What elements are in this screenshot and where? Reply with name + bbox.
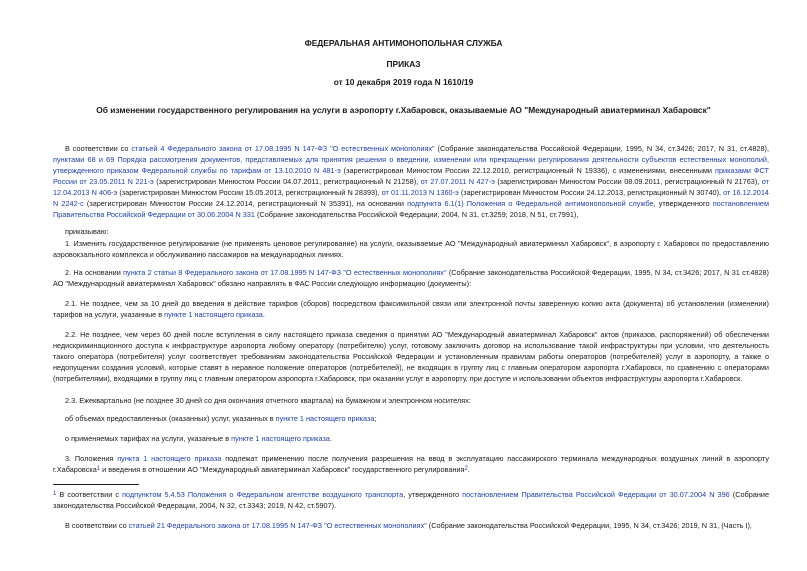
document-title: Об изменении государственного регулирования на услуги в аэропорту г.Хабаровск, оказываемые АО "Международный авиатерминал Хабаровск"	[96, 105, 711, 115]
link-order-427e[interactable]: от 27.07.2011 N 427-э	[420, 177, 495, 186]
item-3-paragraph	[53, 453, 769, 475]
preamble-text: (зарегистрирован Минюстом России 15.05.2013, регистрационный N 28393),	[117, 188, 382, 197]
item-3-text: .	[467, 465, 470, 474]
sub-a-text: об объемах предоставленных (оказанных) услуг, указанных в	[65, 414, 276, 423]
link-fas-regulation[interactable]: подпункта 6.1(1) Положения о Федеральной антимонопольной службе	[407, 199, 654, 208]
preamble-text: , утвержденного	[653, 199, 713, 208]
item-2-paragraph	[53, 267, 769, 289]
link-order-406e[interactable]: от 12.04.2013 N 406-э	[53, 177, 770, 197]
item-1-paragraph: 1. Изменить государственное регулирование (не применять ценовое регулирование) на услуги, оказываемые АО "Международный авиатерминал Хабаровск", в аэропорту г. Хабаровск по предоставлению аэровокзального комплекса и обслуживанию пассажиров на международных линиях.	[53, 239, 769, 259]
preamble-text: В соответствии со	[65, 144, 132, 153]
footnote-text: В соответствии со	[65, 521, 129, 530]
link-regulation-5-4-53[interactable]: подпунктом 5.4.53 Положения о Федеральном агентстве воздушного транспорта	[122, 490, 404, 499]
footnote-divider	[53, 484, 139, 485]
item-3-text: 3. Положения	[65, 454, 118, 463]
preamble-text: (Собрание законодательства Российской Федерации, 2004, N 31, ст.3259; 2018, N 51, ст.7991),	[254, 210, 579, 219]
footnote-ref-1[interactable]: 1	[96, 466, 101, 472]
link-law-147-art4[interactable]: статьей 4 Федерального закона от 17.08.1995 N 147-ФЗ "О естественных монополиях"	[131, 144, 435, 153]
link-order-2242c[interactable]: от 16.12.2014 N 2242-с	[53, 188, 769, 208]
doc-type-heading: ПРИКАЗ	[386, 59, 421, 69]
link-order-221e[interactable]: приказами ФСТ России от 23.05.2011 N 221-э	[53, 166, 769, 186]
order-word: приказываю:	[65, 227, 109, 236]
footnote-text: В соответствии с	[56, 490, 123, 499]
preamble-text: (зарегистрирован Минюстом России 24.12.2013, регистрационный N 30740),	[458, 188, 724, 197]
item-2-text: (Собрание законодательства Российской Федерации, 1995, N 34, ст.3426; 2017, N 31 ст.4828) АО "Международный авиатерминал Хабаровск" обязано направлять в ФАС России следующую информацию (документы):	[53, 268, 769, 288]
link-order-481e[interactable]: пунктами 68 и 69 Порядка рассмотрения документов, представляемых для принятия решения о введении, изменении или прекращении регулирования деятельности субъектов естественных монополий, утвержденного приказом Федеральной службы по тарифам от 13.10.2010 N 481-э	[53, 155, 769, 175]
item-2-1-text: 2.1. Не позднее, чем за 10 дней до введения в действие тарифов (сборов) посредством факсимильной связи или электронной почты заверенную копию акта (документа) об установлении (изменении) тарифов на услуги, указанные в	[53, 299, 769, 319]
item-2-2-paragraph: 2.2. Не позднее, чем через 60 дней после вступления в силу настоящего приказа сведения о принятии АО "Международный авиатерминал Хабаровск" актов (приказов, распоряжений) об обеспечении недискриминационного доступа к инфраструктуре аэропорта любому оператору (потребителю) услуг, готовому заключить договор на использование такой инфраструктуры при условии, что деятельность такого оператора (потребителя) услуг соответствует требованиям законодательства Российской Федерации и установленным правилам работы операторов (потребителей) услуг в аэропорту, а также о недопущении создания условий, которые ставят в неравное положение операторов (потребителей), не входящих в группу лиц с главным оператором аэропорта г.Хабаровск, по сравнению с операторами (потребителями), входящими в группу лиц с главным оператором аэропорта г.Хабаровск, при оказании услуг в аэропорту, при доступе и использовании объектов инфраструктуры аэропорта г.Хабаровск.	[53, 330, 769, 383]
link-decree-331[interactable]: постановлением Правительства Российской Федерации от 30.06.2004 N 331	[53, 199, 769, 219]
link-order-1360e[interactable]: от 01.11.2013 N 1360-э	[381, 188, 459, 197]
footnote-text: (Собрание законодательства Российской Федерации, 1995, N 34, ст.3426; 2019, N 31, (Часть I),	[426, 521, 752, 530]
preamble-text: (зарегистрирован Минюстом России 24.12.2014, регистрационный N 35391), на основании	[83, 199, 408, 208]
footnote-mark-1: 1	[53, 491, 57, 497]
sub-b-text: .	[329, 434, 332, 443]
preamble-text: (зарегистрирован Минюстом России 04.07.2011, регистрационный N 21258),	[153, 177, 421, 186]
doc-date-heading: от 10 декабря 2019 года N 1610/19	[333, 77, 474, 87]
link-item-1[interactable]: пункте 1 настоящего приказа	[231, 434, 330, 443]
sub-a-text: ;	[374, 414, 377, 423]
footnote-1	[53, 489, 769, 511]
item-2-3-sub-b	[53, 433, 769, 444]
footnote-ref-2[interactable]: 2	[464, 466, 468, 472]
item-2-3-paragraph: 2.3. Ежеквартально (не позднее 30 дней со дня окончания отчетного квартала) на бумажном и электронном носителях:	[65, 396, 471, 405]
link-item-1[interactable]: пункта 1 настоящего приказа	[117, 454, 222, 463]
item-2-1-text: .	[262, 310, 265, 319]
preamble-paragraph	[53, 143, 769, 220]
preamble-text: (зарегистрирован Минюстом России 08.09.2011, регистрационный N 21763),	[494, 177, 762, 186]
footnote-text: , утвержденного	[403, 490, 463, 499]
link-decree-396[interactable]: постановлением Правительства Российской Федерации от 30.07.2004 N 396	[462, 490, 730, 499]
link-law-147-art21[interactable]: статьей 21 Федерального закона от 17.08.1995 N 147-ФЗ "О естественных монополиях"	[128, 521, 427, 530]
preamble-text: (Собрание законодательства Российской Федерации, 1995, N 34, ст.3426; 2017, N 31, ст.4828),	[434, 144, 769, 153]
link-item-1[interactable]: пункте 1 настоящего приказа	[275, 414, 375, 423]
item-3-text: подлежат применению после получения разрешения на ввод в эксплуатацию пассажирского терминала международных воздушных линий в аэропорту г.Хабаровска	[53, 454, 769, 474]
item-3-text: и введения в отношении АО "Международный авиатерминал Хабаровск" государственного регулирования	[100, 465, 465, 474]
sub-b-text: о применяемых тарифах на услуги, указанные в	[65, 434, 232, 443]
footnote-2	[53, 520, 769, 531]
agency-heading: ФЕДЕРАЛЬНАЯ АНТИМОНОПОЛЬНАЯ СЛУЖБА	[304, 38, 503, 48]
item-2-3-sub-a	[53, 413, 769, 424]
preamble-text: (зарегистрирован Минюстом России 22.12.2010, регистрационный N 19336), с изменениями, внесенными	[340, 166, 716, 175]
link-item-1[interactable]: пункте 1 настоящего приказа	[164, 310, 263, 319]
link-law-147-art8[interactable]: пункта 2 статьи 8 Федерального закона от 17.08.1995 N 147-ФЗ "О естественных монополиях"	[123, 268, 447, 277]
item-2-text: 2. На основании	[65, 268, 124, 277]
footnote-text: (Собрание законодательства Российской Федерации, 2004, N 32, ст.3343; 2019, N 42, ст.5907).	[53, 490, 770, 510]
item-2-1-paragraph	[53, 298, 769, 320]
